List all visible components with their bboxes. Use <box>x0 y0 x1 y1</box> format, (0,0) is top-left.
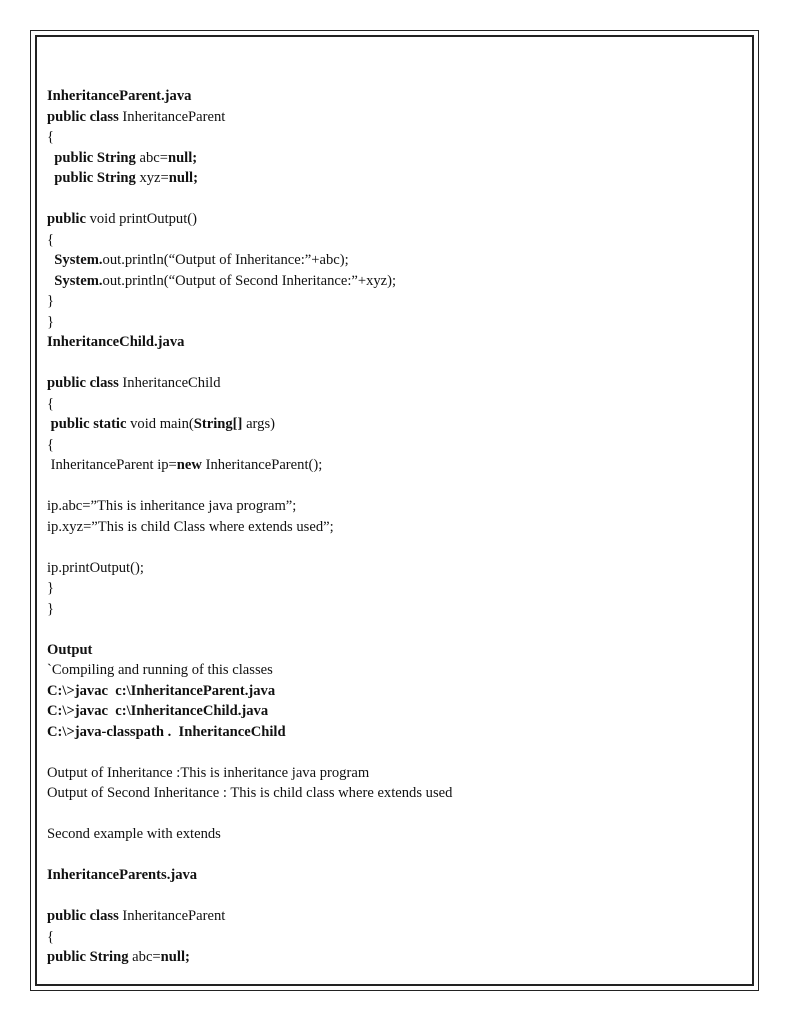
text-line <box>47 865 747 886</box>
text-line <box>47 558 747 579</box>
bold-text-segment: public class <box>47 108 119 125</box>
bold-text-segment: public <box>47 211 86 227</box>
text-segment: ip.abc=”This is inheritance java program”; <box>47 498 297 514</box>
text-line <box>47 230 747 251</box>
text-line <box>47 681 747 702</box>
document-body <box>47 86 747 968</box>
text-line <box>47 435 747 456</box>
blank-line <box>47 886 747 907</box>
text-line <box>47 373 747 394</box>
bold-text-segment: String[] <box>193 416 243 432</box>
text-segment: abc= <box>128 949 161 965</box>
text-segment: Output of Inheritance :This is inheritance java program <box>47 764 370 781</box>
text-segment: out.println(“Output of Inheritance:”+abc); <box>102 252 349 268</box>
blank-line <box>47 742 747 763</box>
text-line <box>47 906 747 927</box>
text-line <box>47 86 747 107</box>
bold-text-segment: public class <box>47 908 119 924</box>
text-segment: InheritanceParent <box>118 908 226 924</box>
bold-text-segment: System. <box>47 252 103 268</box>
bold-text-segment: C:\>javac c:\InheritanceChild.java <box>47 703 269 719</box>
blank-line <box>47 476 747 497</box>
text-line <box>47 517 747 538</box>
text-line <box>47 578 747 599</box>
bold-text-segment: InheritanceParents.java <box>47 867 198 883</box>
blank-line <box>47 619 747 640</box>
text-line <box>47 640 747 661</box>
text-segment: ip.printOutput(); <box>47 559 144 576</box>
bold-text-segment: C:\>java-classpath . InheritanceChild <box>47 723 286 740</box>
text-line <box>47 455 747 476</box>
text-segment: } <box>47 313 55 330</box>
text-line <box>47 722 747 743</box>
text-segment: { <box>47 231 55 248</box>
text-line <box>47 599 747 620</box>
text-segment: xyz= <box>135 170 169 186</box>
text-line <box>47 701 747 722</box>
bold-text-segment: InheritanceChild.java <box>47 334 185 350</box>
text-segment: InheritanceParent(); <box>201 457 323 473</box>
bold-text-segment: new <box>176 457 202 473</box>
text-line <box>47 394 747 415</box>
bold-text-segment: public String <box>47 149 136 166</box>
text-segment: out.println(“Output of Second Inheritance:”+xyz); <box>102 272 397 289</box>
blank-line <box>47 804 747 825</box>
text-segment: InheritanceParent <box>118 108 226 125</box>
blank-line <box>47 353 747 374</box>
bold-text-segment: public static <box>47 416 127 432</box>
text-line <box>47 148 747 169</box>
text-line <box>47 168 747 189</box>
text-segment: { <box>47 928 55 945</box>
text-line <box>47 927 747 948</box>
text-segment: Second example with extends <box>47 826 221 842</box>
text-line <box>47 250 747 271</box>
bold-text-segment: null; <box>167 149 198 166</box>
text-segment: } <box>47 580 55 596</box>
blank-line <box>47 537 747 558</box>
text-line <box>47 824 747 845</box>
bold-text-segment: public class <box>47 375 119 391</box>
text-line <box>47 127 747 148</box>
text-line <box>47 783 747 804</box>
text-line <box>47 947 747 968</box>
blank-line <box>47 845 747 866</box>
text-line <box>47 209 747 230</box>
text-segment: abc= <box>135 149 168 166</box>
text-line <box>47 660 747 681</box>
bold-text-segment: System. <box>47 272 103 289</box>
text-segment: void printOutput() <box>85 211 198 227</box>
text-segment: InheritanceParent ip= <box>47 457 177 473</box>
text-segment: { <box>47 395 55 412</box>
text-line <box>47 271 747 292</box>
bold-text-segment: Output <box>47 641 93 658</box>
text-line <box>47 763 747 784</box>
bold-text-segment: public String <box>47 170 136 186</box>
text-line <box>47 332 747 353</box>
text-segment: `Compiling and running of this classes <box>47 662 273 678</box>
bold-text-segment: null; <box>168 170 198 186</box>
text-line <box>47 312 747 333</box>
text-segment: void main( <box>126 416 194 432</box>
text-line <box>47 414 747 435</box>
blank-line <box>47 189 747 210</box>
text-segment: } <box>47 293 55 309</box>
text-segment: InheritanceChild <box>118 375 221 391</box>
bold-text-segment: InheritanceParent.java <box>47 88 192 104</box>
text-segment: { <box>47 436 55 453</box>
bold-text-segment: C:\>javac c:\InheritanceParent.java <box>47 682 276 699</box>
text-line <box>47 291 747 312</box>
bold-text-segment: public String <box>47 949 129 965</box>
text-segment: { <box>47 129 55 145</box>
text-segment: ip.xyz=”This is child Class where extends used”; <box>47 518 334 535</box>
bold-text-segment: null; <box>160 949 190 965</box>
text-line <box>47 107 747 128</box>
text-segment: } <box>47 600 55 617</box>
text-segment: args) <box>242 416 275 432</box>
text-line <box>47 496 747 517</box>
text-segment: Output of Second Inheritance : This is child class where extends used <box>47 785 453 801</box>
